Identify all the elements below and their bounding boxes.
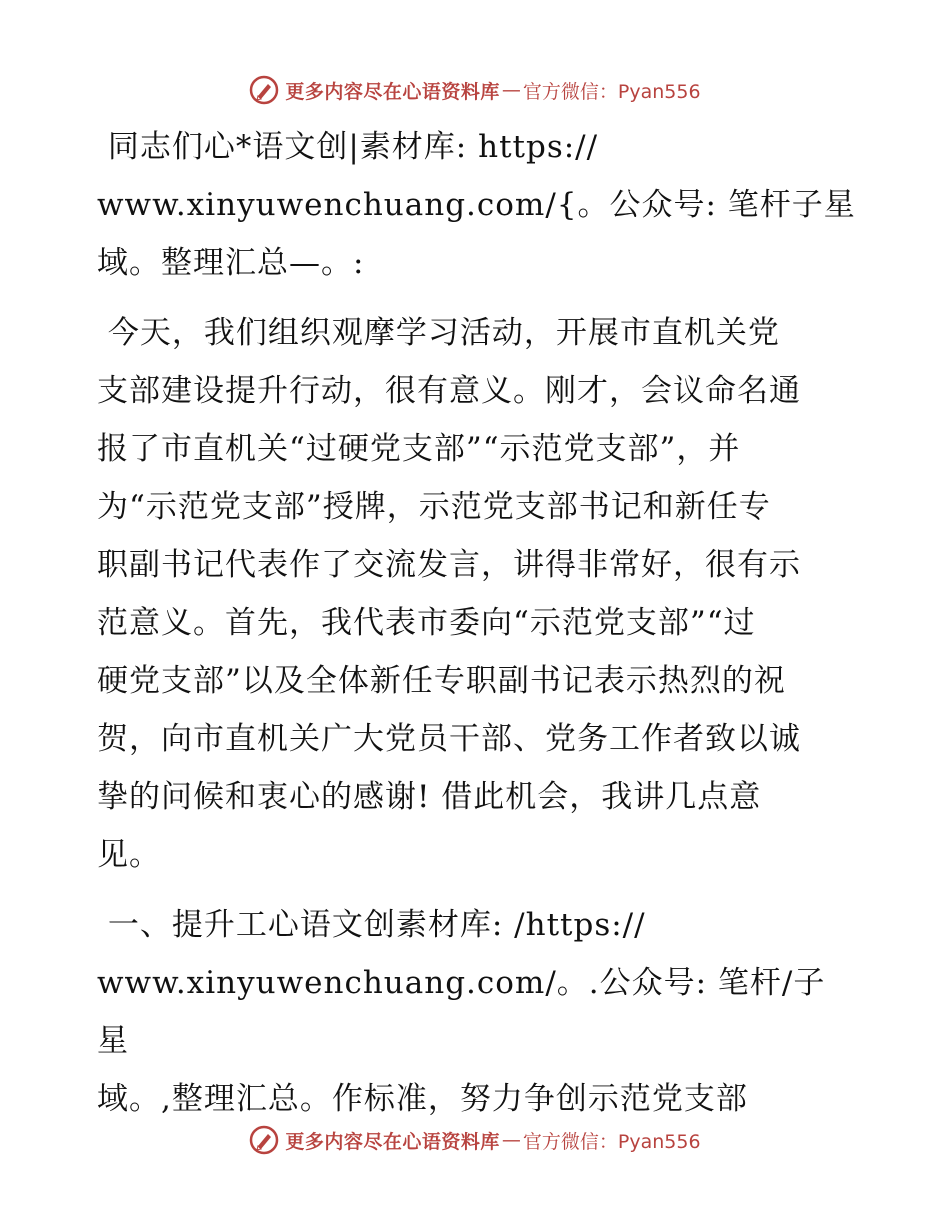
banner-wechat-text: 官方微信：Pyan556 <box>522 1130 701 1153</box>
banner-wechat-text: 官方微信：Pyan556 <box>522 80 701 103</box>
footer-banner <box>0 1120 950 1160</box>
document-body <box>97 118 857 1140</box>
pen-logo-icon <box>249 1125 279 1155</box>
banner-separator: — <box>501 1129 521 1151</box>
header-banner <box>0 70 950 110</box>
banner-main-text: 更多内容尽在心语资料库 <box>285 1130 500 1153</box>
paragraph-section-one: 一、提升工心语文创素材库: /https:// www.xinyuwenchuang.com/。.公众号: 笔杆/子星 域。,整理汇总。作标准，努力争创示范党支部 <box>97 907 826 1117</box>
banner-main-text: 更多内容尽在心语资料库 <box>285 80 500 103</box>
banner-separator: — <box>501 79 521 101</box>
paragraph-intro: 同志们心*语文创|素材库: https:// www.xinyuwenchuang.com/{。公众号: 笔杆子星 域。整理汇总—。: <box>97 129 856 281</box>
paragraph-opening: 今天，我们组织观摩学习活动，开展市直机关党 支部建设提升行动，很有意义。刚才，会议命名通 报了市直机关“过硬党支部”“示范党支部”，并 为“示范党支部”授牌，示范党支部书记和新任专 职副书记代表作了交流发言，讲得非常好，很有示 范意义。首先，我代表市委向“示范党支部”“过 硬党支部”以及全体新任专职副书记表示热烈的祝 贺，向市直机关广大党员干部、党务工作者致以诚 挚的问候和衷心的感谢! 借此机会，我讲几点意 见。 <box>97 315 801 873</box>
pen-logo-icon <box>249 75 279 105</box>
